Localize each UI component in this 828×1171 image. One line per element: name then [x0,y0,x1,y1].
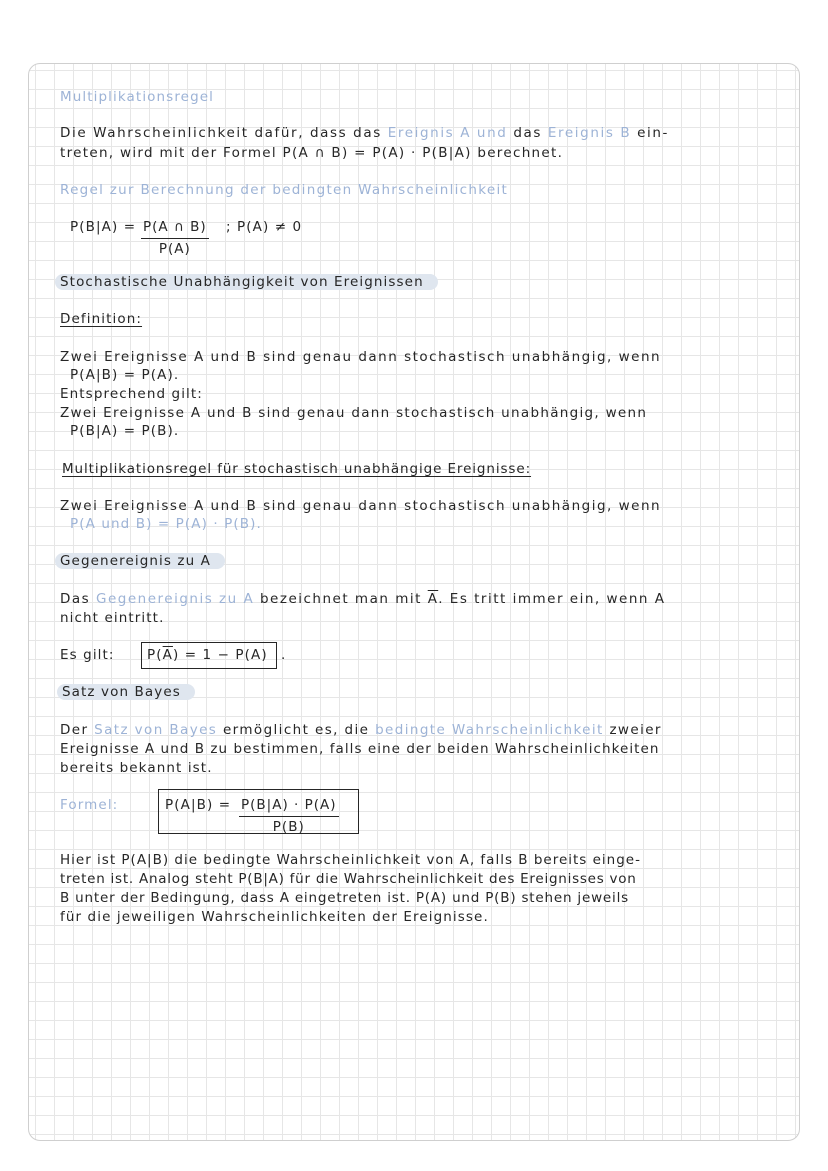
bayes-formula-fraction [239,796,339,837]
term-ereignis-a: Ereignis A und [387,125,508,141]
bayes-explanation-line-3: B unter der Bedingung, dass A eingetreten ist. P(A) und P(B) stehen jeweils [60,890,629,906]
section-heading-gegenereignis: Gegenereignis zu A [60,552,225,571]
term-satz-von-bayes: Satz von Bayes [94,722,218,738]
indep-line-6: Zwei Ereignisse A und B sind genau dann stochastisch unabhängig, wenn [60,498,662,514]
bayes-formula-lhs: P(A|B) = [165,797,232,813]
formula-condition: ; P(A) ≠ 0 [226,219,303,235]
bayes-explanation-line-4: für die jeweiligen Wahrscheinlichkeiten der Ereignisse. [60,909,489,925]
term-ereignis-b: Ereignis B [547,125,632,141]
indep-line-4: Zwei Ereignisse A und B sind genau dann stochastisch unabhängig, wenn [60,405,648,421]
gegen-formula-dot: . [281,647,287,663]
bayes-line-3: bereits bekannt ist. [60,760,213,776]
section-title-multiplikationsregel: Multiplikationsregel [60,89,215,105]
indep-line-7: P(A und B) = P(A) · P(B). [70,516,262,532]
indep-line-2: P(A|B) = P(A). [70,367,180,383]
es-gilt-label: Es gilt: [60,647,115,663]
indep-line-3: Entsprechend gilt: [60,386,203,402]
bayes-explanation-line-2: treten ist. Analog steht P(B|A) für die Wahrscheinlichkeit des Ereignisses von [60,871,637,887]
formula-fraction [141,218,209,259]
definition-label: Definition: [60,311,143,327]
term-bedingte-wahrscheinlichkeit: bedingte Wahrscheinlichkeit [375,722,604,738]
mult-paragraph-line-1: Die Wahrscheinlichkeit dafür, dass das Ereignis A und das Ereignis B ein- [60,125,670,141]
section-heading-bayes: Satz von Bayes [62,683,195,702]
gegen-formula: $P(\overline{A}) = 1 - P(A)$ [147,647,268,663]
bayes-explanation-line-1: Hier ist P(A|B) die bedingte Wahrscheinlichkeit von A, falls B bereits einge- [60,852,641,868]
bayes-line-1: Der Satz von Bayes ermöglicht es, die bedingte Wahrscheinlichkeit zweier [60,722,662,738]
mult-paragraph-line-2: treten, wird mit der Formel P(A ∩ B) = P(A) · P(B|A) berechnet. [60,145,564,161]
gegen-line-2: nicht eintritt. [60,610,165,626]
formel-label: Formel: [60,797,119,813]
rule-title: Regel zur Berechnung der bedingten Wahrscheinlichkeit [60,182,509,198]
gegen-line-1: Das Gegenereignis zu A bezeichnet man mit $\overline{A}$. Es tritt immer ein, wenn A [60,591,666,607]
bayes-denominator: P(B) [272,819,305,835]
formula-denominator: P(A) [158,241,191,257]
bayes-line-2: Ereignisse A und B zu bestimmen, falls eine der beiden Wahrscheinlichkeiten [60,741,660,757]
formula-lhs: P(B|A) = [70,219,137,235]
bayes-numerator: P(B|A) · P(A) [239,796,339,817]
section-heading-unabhaengigkeit: Stochastische Unabhängigkeit von Ereignissen [60,273,438,292]
a-bar-symbol: $\overline{A}$ [427,591,439,607]
indep-line-1: Zwei Ereignisse A und B sind genau dann stochastisch unabhängig, wenn [60,349,662,365]
formula-numerator: P(A ∩ B) [141,218,209,239]
mult-rule-unabhaengig-label: Multiplikationsregel für stochastisch unabhängige Ereignisse: [62,461,532,477]
indep-line-5: P(B|A) = P(B). [70,423,180,439]
term-gegenereignis: Gegenereignis zu A [96,591,255,607]
